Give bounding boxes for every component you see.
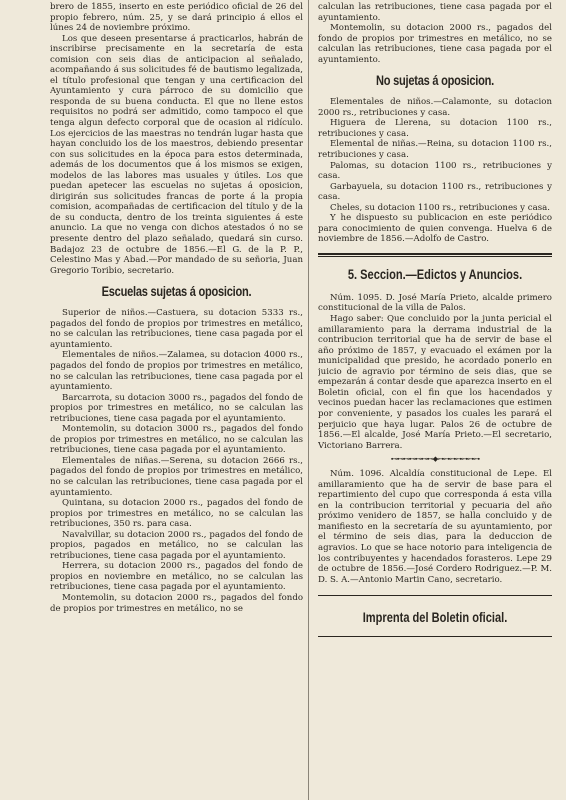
closing-paragraph: Y he dispuesto su publicacion en este periódico para conocimiento de quien convenga. Huelva 6 de noviembre de 1856.—Adolfo de Castro.: [318, 213, 552, 245]
list-item: Barcarrota, su dotacion 3000 rs., pagados del fondo de propios por trimestres en metálico, no se calculan las retribuciones, tiene casa pagada por el ayuntamiento.: [50, 392, 303, 424]
intro-paragraph: brero de 1855, inserto en este periódico oficial de 26 del propio febrero, núm. 25, y se dará principio á ellos el lúnes 24 de noviembre próximo.: [50, 2, 303, 34]
list-item: Herrera, su dotacion 2000 rs., pagados del fondo de propios en noviembre en metálico, no se calculan las retribuciones, tiene casa pagada por el ayuntamiento.: [50, 561, 303, 593]
edict-paragraph: Hago saber: Que concluido por la junta pericial el amillaramiento para la derrama industrial de la contribucion territorial que ha de servir de base el año próximo de 1857, y evacuado el exámen por la municipalidad que presido, he acordado ponerlo en juicio de agravio por término de seis dias, que se empezarán á contar desde que aparezca inserto en el Boletin oficial, con el fin que los hacendados y vecinos puedan hacer las reclamaciones que estimen por conveniente, y pasados los cuales les parará el perjuicio que haya lugar. Palos 26 de octubre de 1856.—El alcalde, José María Prieto.—El secretario, Victoriano Barrera.: [318, 314, 552, 451]
list-item: Elementales de niños.—Calamonte, su dotacion 2000 rs., retribuciones y casa.: [318, 97, 552, 118]
edict-paragraph: Núm. 1095. D. José María Prieto, alcalde primero constitucional de la villa de Palos.: [318, 292, 552, 314]
list-item: Elementales de niños.—Zalamea, su dotacion 4000 rs., pagados del fondo de propios por trimestres en metálico, no se calculan las retribuciones, tiene casa pagada por el ayuntamiento.: [50, 350, 303, 393]
ornament-divider: ⊷⊷⊷⊷⊷⊷⊷◆⊶⊶⊶⊶⊶⊶⊶: [390, 455, 480, 464]
column-divider: [308, 0, 309, 800]
continuation-paragraph: Montemolin, su dotacion 2000 rs., pagados del fondo de propios por trimestres en metálico, no se calculan las retribuciones, tiene casa pagada por el ayuntamiento.: [318, 23, 552, 65]
list-item: Cheles, su dotacion 1100 rs., retribuciones y casa.: [330, 202, 550, 213]
list-item: Superior de niños.—Castuera, su dotacion 5333 rs., pagados del fondo de propios por trimestres en metálico, no se calculan las retribuciones, tiene casa pagada por el ayuntamiento.: [50, 308, 303, 350]
list-item: Navalvillar, su dotacion 2000 rs., pagados del fondo de propios, pagados en metálico, no se calculan las retribuciones, tiene casa pagada por el ayuntamiento.: [50, 529, 303, 561]
list-item: Garbayuela, su dotacion 1100 rs., retribuciones y casa.: [318, 181, 552, 203]
continuation-paragraph: calculan las retribuciones, tiene casa pagada por el ayuntamiento.: [318, 2, 552, 23]
list-item: Elementales de niñas.—Serena, su dotacion 2666 rs., pagados del fondo de propios por trimestres en metálico, no se calculan las retribuciones, tiene casa pagada por el ayuntamiento.: [50, 455, 303, 498]
section-heading: 5. Seccion.—Edictos y Anuncios.: [347, 266, 523, 282]
bottom-rule: [318, 636, 552, 637]
list-item: Quintana, su dotacion 2000 rs., pagados del fondo de propios por trimestres en metálico, no se calculan las retribuciones, 350 rs. para casa.: [50, 498, 303, 530]
left-column: [50, 2, 303, 794]
imprenta-footer: Imprenta del Boletin oficial.: [362, 610, 508, 626]
edict-paragraph: Núm. 1096. Alcaldía constitucional de Lepe. El amillaramiento que ha de servir de base para el repartimiento del cupo que corresponda á esta villa en la contribucion territorial y pecuaria del año próximo venidero de 1857, se halla concluido y de manifiesto en la secretaría de su ayuntamiento, por el término de seis dias, para la deduccion de agravios. Lo que se hace notorio para inteligencia de los contribuyentes y hacendados forasteros. Lepe 29 de octubre de 1856.—José Cordero Rodriguez.—P. M. D. S. A.—Antonio Martin Cano, secretario.: [318, 469, 552, 585]
heading-sujetas: Escuelas sujetas á oposicion.: [101, 284, 252, 300]
list-item: Palomas, su dotacion 1100 rs., retribuciones y casa.: [318, 160, 552, 182]
intro-paragraph: Los que deseen presentarse á practicarlos, habrán de inscribirse precisamente en la secretaría de esta comision con seis dias de anticipacion al señalado, acompañando á sus solicitudes fé de bautismo legalizada, el título profesional que tengan y una certificacion del Ayuntamiento y cura párroco de su domicilio que responda de su buena conducta. El que no llene estos requisitos no podrá ser admitido, como tampoco el que tenga algun defecto corporal que de ocasion al ridículo. Los ejercicios de las maestras no tendrán lugar hasta que hayan concluido los de los maestros, debiendo presentar con sus solicitudes en la época para estos determinada, además de los documentos que á los mismos se exigen, modelos de las labores mas usuales y útiles. Los que puedan apetecer las escuelas no sujetas á oposicion, dirigirán sus solicitudes francas de porte á la propia comision, acompañadas de certificacion del título y de la de su conducta, dentro de los treinta siguientes á este anuncio. La que no venga con dichos atestados ó no se presente dentro del plazo señalado, quedará sin curso. Badajoz 23 de octubre de 1856.—El G. de la P. P., Celestino Mas y Abad.—Por mandado de su señoria, Juan Gregorio Toribio, secretario.: [50, 33, 303, 276]
section-rule: [318, 253, 552, 257]
list-item: Higuera de Llerena, su dotacion 1100 rs., retribuciones y casa.: [318, 118, 552, 139]
heading-no-sujetas: No sujetas á oposicion.: [375, 73, 494, 89]
list-item: Montemolin, su dotacion 3000 rs., pagados del fondo de propios por trimestres en metálico, no se calculan las retribuciones, tiene casa pagada por el ayuntamiento.: [50, 424, 303, 456]
right-column: [318, 2, 552, 794]
list-item: Elemental de niñas.—Reina, su dotacion 1100 rs., retribuciones y casa.: [318, 139, 552, 161]
bottom-rule: [318, 595, 552, 596]
list-item: Montemolin, su dotacion 2000 rs., pagados del fondo de propios por trimestres en metálico, no se: [50, 592, 303, 614]
